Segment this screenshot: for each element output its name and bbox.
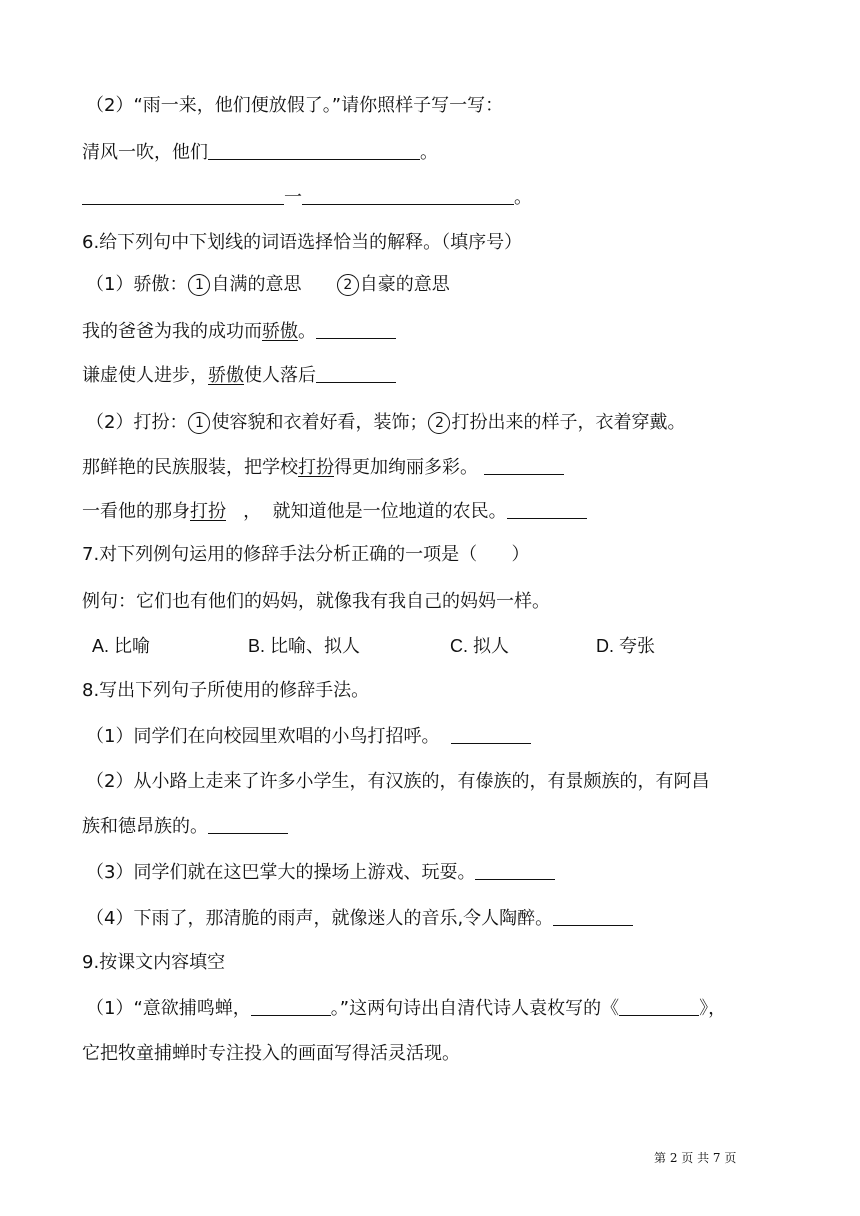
sentence-text: 一看他的那身 (82, 501, 190, 522)
answer-blank[interactable] (451, 725, 531, 744)
q9-sentence1-line1 (86, 997, 726, 1021)
q7-option-b[interactable]: B. 比喻、拟人 (248, 636, 361, 656)
q9-sentence1-line2: 它把牧童捕蝉时专注投入的画面写得活灵活现。 (82, 1043, 460, 1064)
q6-part2-definitions (86, 411, 685, 435)
circled-number: 2 (337, 274, 359, 296)
q6-title: 6.给下列句中下划线的词语选择恰当的解释。（填序号） (82, 232, 523, 253)
q5-2-line2-end: 。 (514, 187, 532, 208)
q8-title: 8.写出下列句子所使用的修辞手法。 (82, 680, 370, 701)
answer-blank[interactable] (208, 141, 420, 160)
q7-option-a[interactable]: A. 比喻 (92, 636, 151, 656)
answer-blank[interactable] (553, 907, 633, 926)
circled-number: 1 (188, 274, 210, 296)
underlined-word: 打扮 (298, 457, 334, 478)
sentence-text: （1）同学们在向校园里欢唱的小鸟打招呼。 (86, 726, 440, 747)
q7-option-c[interactable]: C. 拟人 (450, 636, 510, 656)
sentence-text: 使人落后 (244, 365, 316, 386)
sentence-text: 那鲜艳的民族服装，把学校 (82, 457, 298, 478)
answer-blank[interactable] (316, 364, 396, 383)
sentence-text: 得更加绚丽多彩。 (334, 457, 478, 478)
page-number: 第 2 页 共 7 页 (654, 1151, 737, 1165)
q5-2-prompt: （2）“雨一来，他们便放假了。”请你照样子写一写： (86, 95, 504, 116)
q8-sentence1 (86, 725, 531, 749)
q5-2-line2 (82, 186, 532, 210)
q8-sentence2-line1: （2）从小路上走来了许多小学生，有汉族的，有傣族的，有景颇族的，有阿昌 (86, 771, 710, 792)
q6-sentence4 (82, 500, 587, 524)
q5-2-line1 (82, 141, 438, 165)
sentence-text: （3）同学们就在这巴掌大的操场上游戏、玩耍。 (86, 862, 476, 883)
q6-sentence1 (82, 320, 396, 344)
q6-part1-label: （1）骄傲： (86, 274, 188, 295)
q6-part1-def2: 自豪的意思 (359, 274, 450, 295)
answer-blank[interactable] (316, 320, 396, 339)
answer-blank[interactable] (302, 186, 514, 205)
q8-sentence4 (86, 907, 633, 931)
sentence-text: （1）“意欲捕鸣蝉， (86, 998, 251, 1019)
sentence-text: ， 就知道他是一位地道的农民。 (226, 501, 507, 522)
answer-blank[interactable] (507, 500, 587, 519)
q6-part2-def1: 使容貌和衣着好看，装饰； (211, 412, 428, 433)
q6-part2-def2: 打扮出来的样子，衣着穿戴。 (451, 412, 686, 433)
sentence-text: 。”这两句诗出自清代诗人袁枚写的《 (330, 998, 620, 1019)
sentence-text: 谦虚使人进步， (82, 365, 208, 386)
answer-blank[interactable] (208, 815, 288, 834)
sentence-text: 族和德昂族的。 (82, 816, 208, 837)
answer-blank[interactable] (475, 861, 555, 880)
sentence-text: 》， (699, 998, 727, 1019)
q6-sentence3 (82, 456, 564, 480)
q5-2-line2-mid: 一 (284, 187, 302, 208)
q9-title: 9.按课文内容填空 (82, 952, 226, 973)
circled-number: 1 (188, 412, 210, 434)
q7-title: 7.对下列例句运用的修辞手法分析正确的一项是（ ） (82, 544, 530, 565)
q5-2-line1-prefix: 清风一吹，他们 (82, 142, 208, 163)
sentence-text: 。 (298, 321, 316, 342)
q6-part1-def1: 自满的意思 (211, 274, 302, 295)
q8-sentence3 (86, 861, 555, 885)
underlined-word: 骄傲 (262, 321, 298, 342)
answer-blank[interactable] (82, 186, 284, 205)
q8-sentence2-line2 (82, 815, 288, 839)
answer-blank[interactable] (484, 456, 564, 475)
answer-blank[interactable] (619, 997, 699, 1016)
q6-part2-label: （2）打扮： (86, 412, 188, 433)
q7-example: 例句：它们也有他们的妈妈，就像我有我自己的妈妈一样。 (82, 591, 550, 612)
underlined-word: 打扮 (190, 501, 226, 522)
q6-part1-definitions (86, 273, 450, 297)
answer-blank[interactable] (251, 997, 331, 1016)
sentence-text: （4）下雨了，那清脆的雨声，就像迷人的音乐,令人陶醉。 (86, 908, 554, 929)
underlined-word: 骄傲 (208, 365, 244, 386)
q5-2-line1-end: 。 (420, 142, 438, 163)
q6-sentence2 (82, 364, 396, 388)
sentence-text: 我的爸爸为我的成功而 (82, 321, 262, 342)
circled-number: 2 (428, 412, 450, 434)
q7-option-d[interactable]: D. 夸张 (596, 636, 656, 656)
